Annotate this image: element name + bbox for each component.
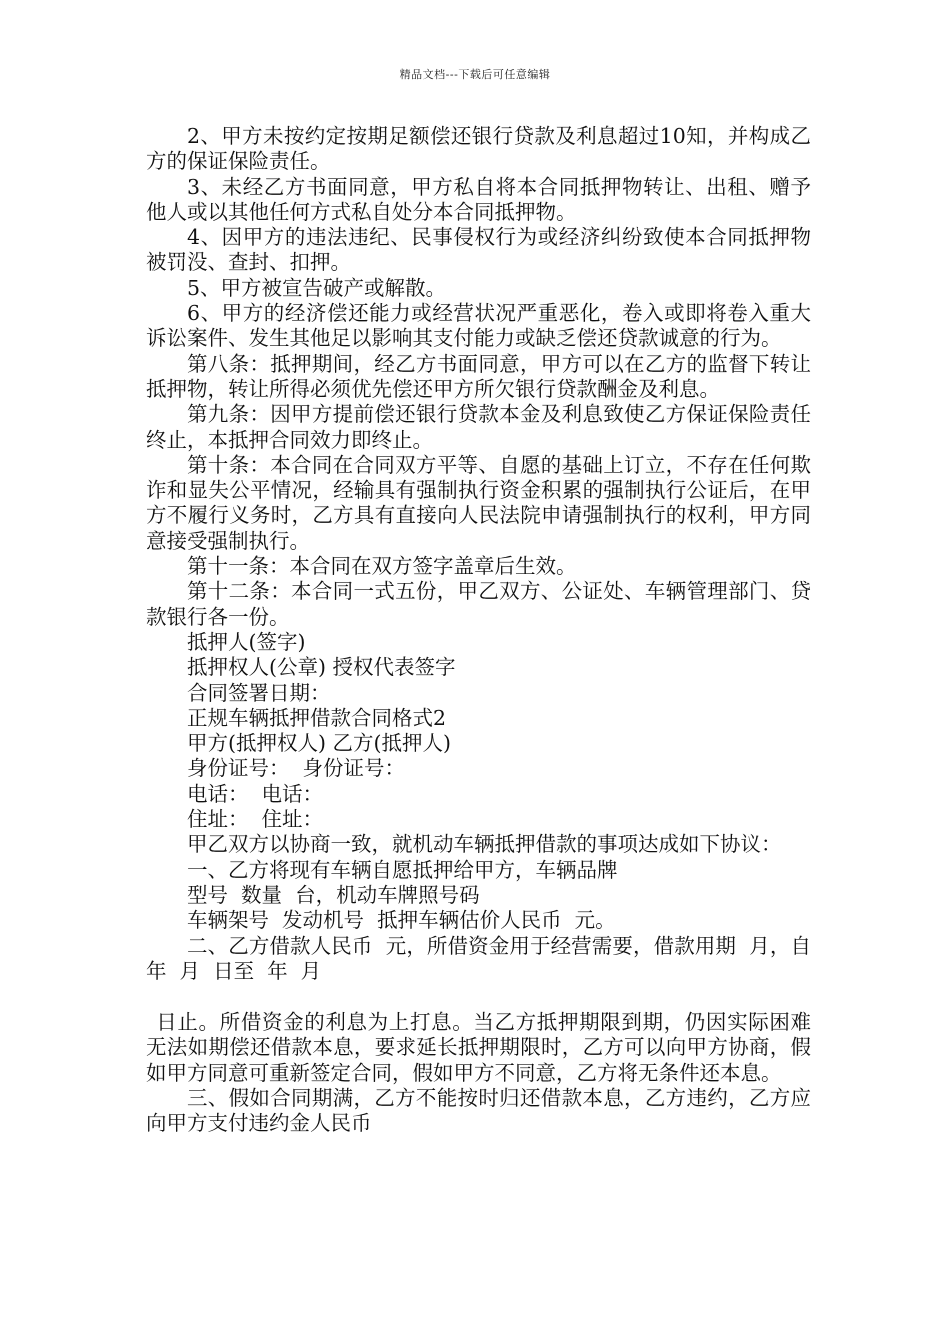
article-eight: 第八条：抵押期间，经乙方书面同意，甲方可以在乙方的监督下转让抵押物，转让所得必须优先偿还甲方所欠银行贷款酬金及利息。 <box>146 351 811 401</box>
section-title: 正规车辆抵押借款合同格式2 <box>187 705 447 730</box>
article-eleven: 第十一条：本合同在双方签字盖章后生效。 <box>187 554 577 579</box>
clause-two: 二、乙方借款人民币 元，所借资金用于经营需要，借款用期 月，自 年 月 日至 年 月 <box>146 933 825 983</box>
address-line: 住址： 住址： <box>187 807 324 832</box>
page-gap <box>146 984 811 1010</box>
clause-one-model-line: 型号 数量 台，机动车牌照号码 <box>187 882 480 907</box>
clause-one-frame-line: 车辆架号 发动机号 抵押车辆估价人民币 元。 <box>187 908 616 933</box>
page-header: 精品文档---下载后可任意编辑 <box>399 68 551 81</box>
clause-one: 一、乙方将现有车辆自愿抵押给甲方，车辆品牌 <box>187 857 618 882</box>
clause-paragraph: 3、未经乙方书面同意，甲方私自将本合同抵押物转让、出租、赠予他人或以其他任何方式私自处分本合同抵押物。 <box>146 174 811 224</box>
agreement-intro: 甲乙双方以协商一致，就机动车辆抵押借款的事项达成如下协议： <box>187 832 782 857</box>
clause-two-continued: 日止。所借资金的利息为上打息。当乙方抵押期限到期，仍因实际困难无法如期偿还借款本息，要求延长抵押期限时，乙方可以向甲方协商，假如甲方同意可重新签定合同，假如甲方不同意，乙方将无条件还本息。 <box>146 1010 811 1085</box>
phone-line: 电话： 电话： <box>187 781 324 806</box>
signing-date-line: 合同签署日期： <box>187 680 331 705</box>
mortgagor-signature-line: 抵押人(签字) <box>187 629 306 654</box>
document-body <box>146 124 825 1137</box>
parties-line: 甲方(抵押权人) 乙方(抵押人) <box>187 731 452 756</box>
clause-three: 三、假如合同期满，乙方不能按时归还借款本息，乙方违约，乙方应向甲方支付违约金人民币 <box>146 1085 811 1136</box>
clause-paragraph: 5、甲方被宣告破产或解散。 <box>187 275 447 300</box>
mortgagee-signature-line: 抵押权人(公章) 授权代表签字 <box>187 655 456 680</box>
clause-paragraph: 2、甲方未按约定按期足额偿还银行贷款及利息超过10知，并构成乙方的保证保险责任。 <box>146 124 811 174</box>
article-ten: 第十条：本合同在合同双方平等、自愿的基础上订立，不存在任何欺诈和显失公平情况，经输具有强制执行资金积累的强制执行公证后，在甲方不履行义务时，乙方具有直接向人民法院申请强制执行的权利，甲方同意接受强制执行。 <box>146 452 811 553</box>
id-number-line: 身份证号： 身份证号： <box>187 756 406 781</box>
clause-paragraph: 4、因甲方的违法违纪、民事侵权行为或经济纠纷致使本合同抵押物被罚没、查封、扣押。 <box>146 225 811 275</box>
article-nine: 第九条：因甲方提前偿还银行贷款本金及利息致使乙方保证保险责任终止，本抵押合同效力即终止。 <box>146 402 811 452</box>
clause-paragraph: 6、甲方的经济偿还能力或经营状况严重恶化，卷入或即将卷入重大诉讼案件、发生其他足以影响其支付能力或缺乏偿还贷款诚意的行为。 <box>146 301 811 351</box>
article-twelve: 第十二条：本合同一式五份，甲乙双方、公证处、车辆管理部门、贷款银行各一份。 <box>146 579 811 629</box>
